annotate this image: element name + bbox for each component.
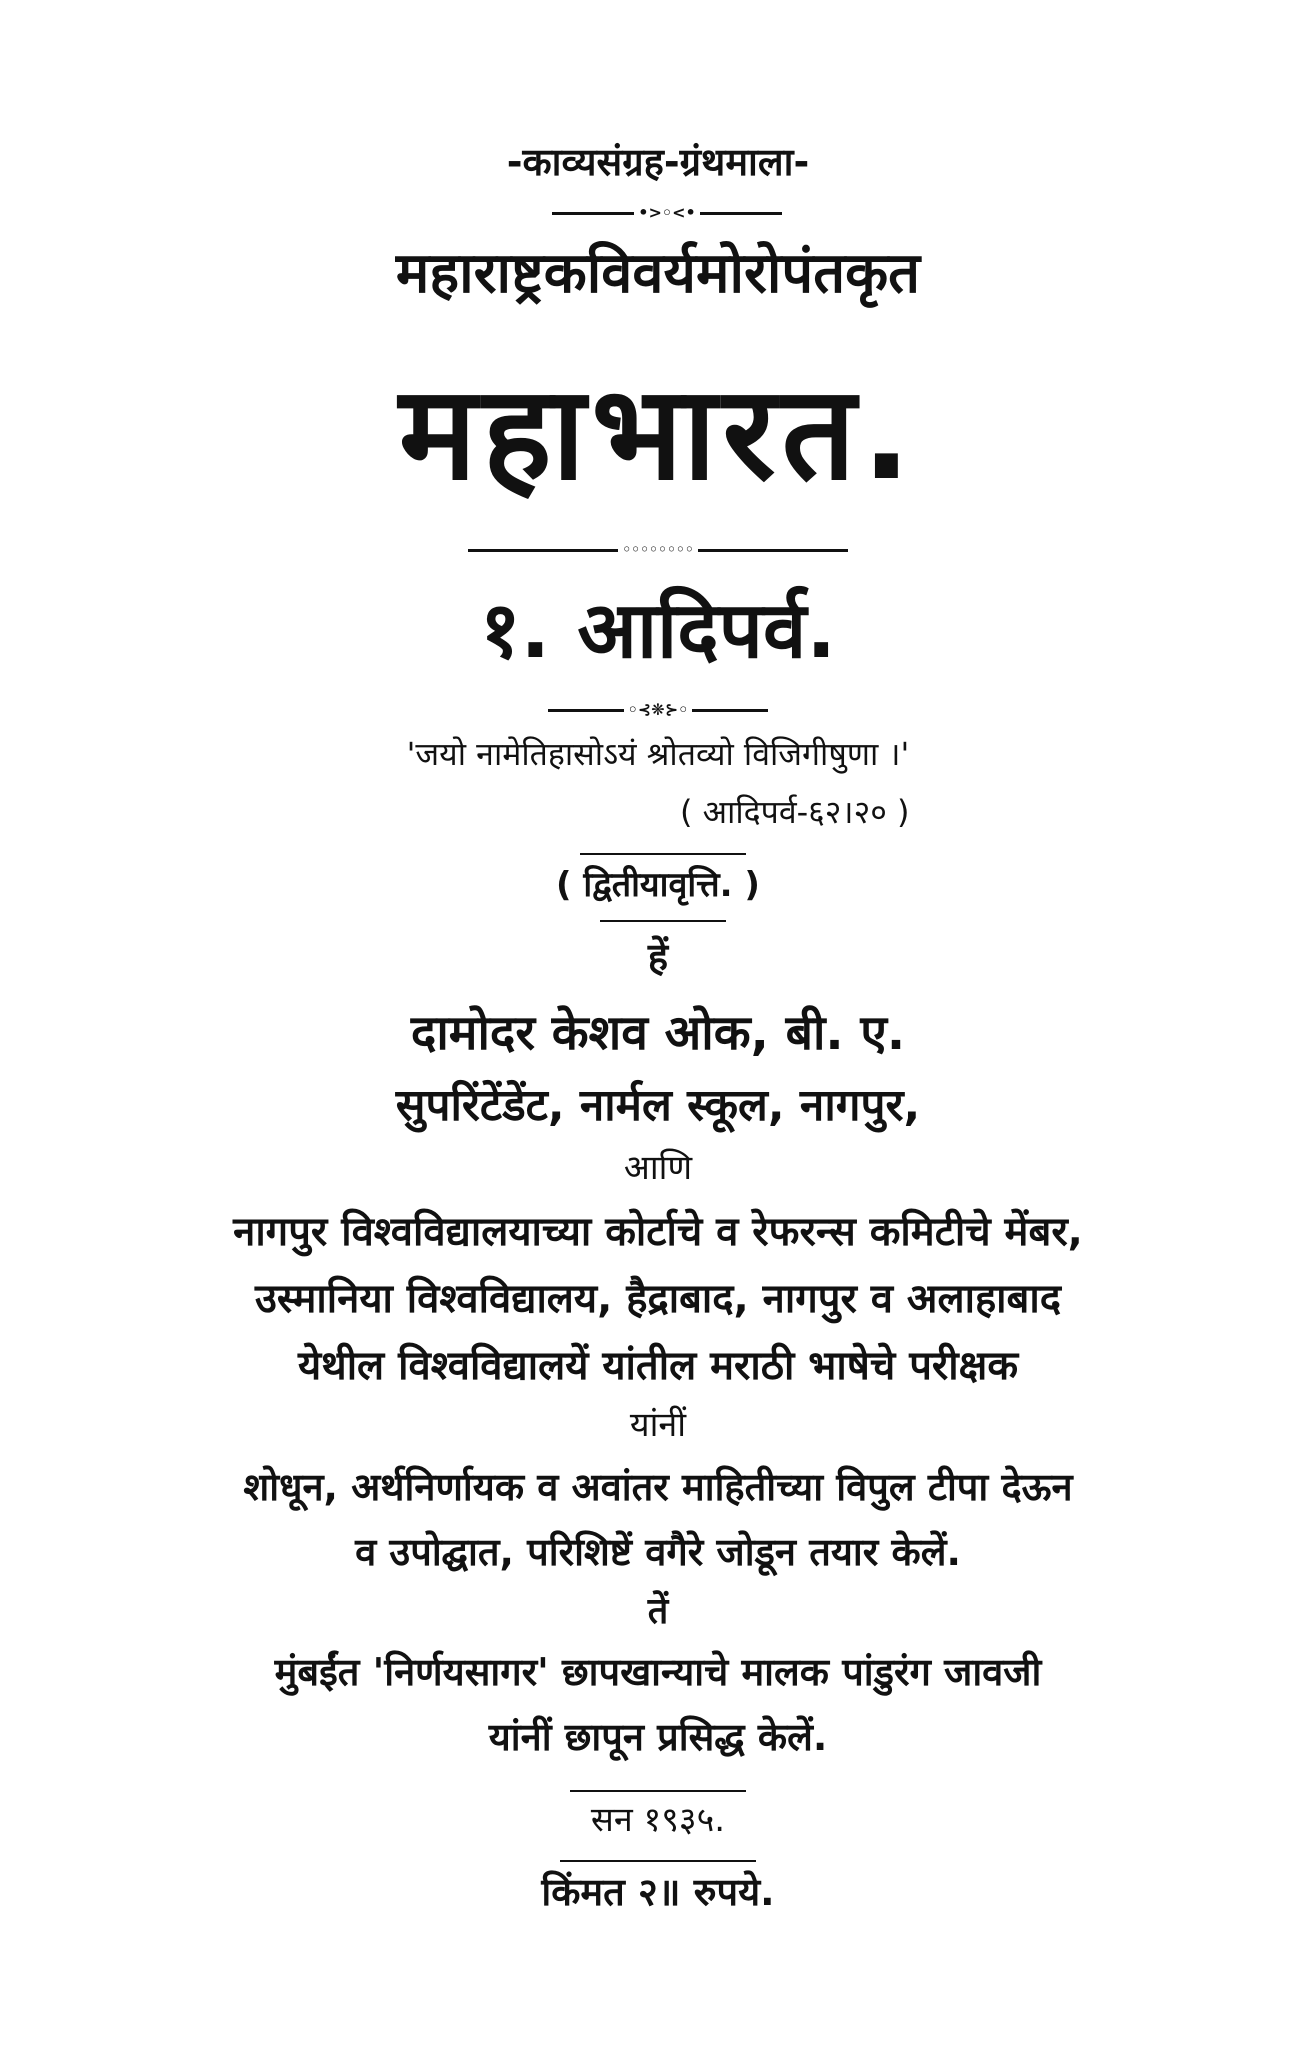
editor-credential-3: येथील विश्वविद्यालयें यांतील मराठी भाषेचे परीक्षक (297, 1343, 1019, 1389)
editor-credential-1: नागपुर विश्वविद्यालयाच्या कोर्टाचे व रेफरन्स कमिटीचे मेंबर, (233, 1209, 1083, 1255)
epigraph-reference: ( आदिपर्व-६२।२० ) (680, 793, 910, 831)
series-title: -काव्यसंग्रह-ग्रंथमाला- (506, 140, 810, 184)
ornament-top: •>◦<• (638, 203, 696, 222)
divider-price (560, 1860, 756, 1862)
epigraph-quote: 'जयो नामेतिहासोऽयं श्रोतव्यो विजिगीषुणा ।' (406, 735, 910, 773)
publication-year: सन १९३५. (590, 1800, 726, 1840)
divider-short (580, 853, 746, 855)
he-word: हें (647, 935, 669, 979)
price: किंमत २॥ रुपये. (541, 1870, 775, 1914)
te-word: तें (647, 1591, 669, 1632)
ornament-rule-top (552, 203, 782, 223)
publisher-line-1: मुंबईंत 'निर्णयसागर' छापखान्याचे मालक पांडुरंग जावजी (274, 1650, 1042, 1694)
edition-note: ( द्वितीयावृत्ति. ) (556, 865, 760, 905)
work-description-2: व उपोद्घात, परिशिष्टें वगैरे जोडून तयार केलें. (355, 1530, 961, 1574)
editor-name: दामोदर केशव ओक, बी. ए. (410, 1005, 906, 1061)
main-title: महाभारत. (398, 357, 918, 509)
publisher-line-2: यांनीं छापून प्रसिद्ध केलें. (488, 1715, 828, 1759)
editor-credential-2: उस्मानिया विश्वविद्यालय, हैद्राबाद, नागपुर व अलाहाबाद (255, 1276, 1061, 1322)
ornament-rule-middle (468, 540, 848, 560)
yanni-word: यांनीं (629, 1405, 687, 1445)
editor-position: सुपरिंटेंडेंट, नार्मल स्कूल, नागपुर, (395, 1080, 921, 1131)
part-title: १. आदिपर्व. (480, 586, 836, 676)
ornament-rule-lower (548, 700, 768, 720)
work-description-1: शोधून, अर्थनिर्णायक व अवांतर माहितीच्या विपुल टीपा देऊन (243, 1465, 1073, 1509)
divider-year (570, 1790, 746, 1792)
subtitle: महाराष्ट्रकविवर्यमोरोपंतकृत (395, 241, 921, 306)
divider-short-2 (600, 920, 726, 922)
ornament-middle: ◦◦◦◦◦◦◦◦ (622, 542, 694, 558)
conjunction-aani: आणि (623, 1148, 693, 1188)
ornament-lower: ◦⊰❋⊱◦ (627, 700, 689, 719)
